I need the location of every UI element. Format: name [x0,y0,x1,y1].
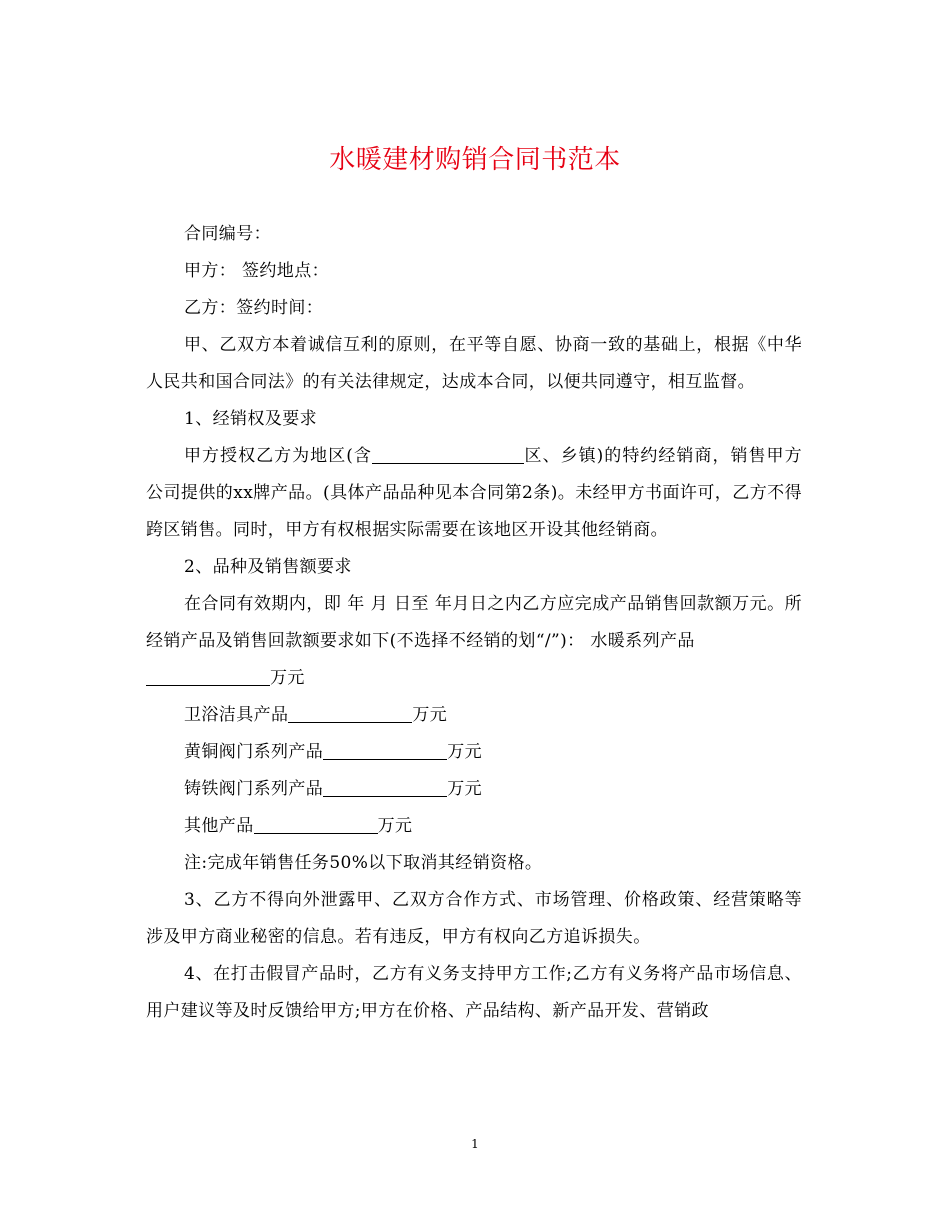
other-products-blank [254,815,378,834]
document-title: 水暖建材购销合同书范本 [329,145,621,175]
note-paragraph: 注:完成年销售任务50%以下取消其经销资格。 [184,853,543,873]
document-body [146,216,802,1030]
district-blank [372,445,524,464]
other-products-label: 其他产品 [184,816,254,836]
cast-iron-valve-blank [323,778,447,797]
sanitary-ware-blank [288,704,412,723]
brass-valve-unit: 万元 [447,742,483,762]
party-b-line: 乙方：签约时间： [184,298,324,318]
section-4-paragraph: 4、在打击假冒产品时，乙方有义务支持甲方工作;乙方有义务将产品市场信息、用户建议等及时反馈给甲方;甲方在价格、产品结构、新产品开发、营销政 [146,964,802,1021]
section-3-paragraph: 3、乙方不得向外泄露甲、乙双方合作方式、市场管理、价格政策、经营策略等涉及甲方商业秘密的信息。若有违反，甲方有权向乙方追诉损失。 [146,890,802,947]
section-2-heading: 2、品种及销售额要求 [184,557,352,577]
brass-valve-blank [323,741,447,760]
preamble-paragraph: 甲、乙双方本着诚信互利的原则，在平等自愿、协商一致的基础上，根据《中华人民共和国合同法》的有关法律规定，达成本合同，以便共同遵守，相互监督。 [146,335,802,392]
plumbing-amount-blank [146,667,270,686]
page-number: 1 [471,1137,479,1151]
section-1-text-end: 区、乡镇)的特约经销商，销售甲方公司提供的xx牌产品。(具体产品品种见本合同第2条)。未经甲方书面许可，乙方不得跨区销售。同时，甲方有权根据实际需要在该地区开设其他经销商。 [146,446,802,540]
section-2-paragraph: 在合同有效期内，即 年 月 日至 年月日之内乙方应完成产品销售回款额万元。所经销产品及销售回款额要求如下(不选择不经销的划“/”)： 水暖系列产品 [146,594,802,651]
section-1-paragraph [146,438,802,549]
party-a-line: 甲方： 签约地点： [184,261,330,281]
sanitary-ware-line [146,697,802,734]
cast-iron-valve-label: 铸铁阀门系列产品 [184,779,324,799]
plumbing-amount-unit: 万元 [270,668,305,688]
sanitary-ware-label: 卫浴洁具产品 [184,705,289,725]
cast-iron-valve-line [146,771,802,808]
contract-number-line: 合同编号： [184,224,271,244]
sanitary-ware-unit: 万元 [412,705,448,725]
plumbing-amount-line [146,660,802,697]
other-products-line [146,808,802,845]
section-1-heading: 1、经销权及要求 [184,409,318,429]
section-1-text-start: 甲方授权乙方为地区(含 [184,446,372,466]
other-products-unit: 万元 [377,816,413,836]
brass-valve-label: 黄铜阀门系列产品 [184,742,324,762]
brass-valve-line [146,734,802,771]
cast-iron-valve-unit: 万元 [447,779,483,799]
